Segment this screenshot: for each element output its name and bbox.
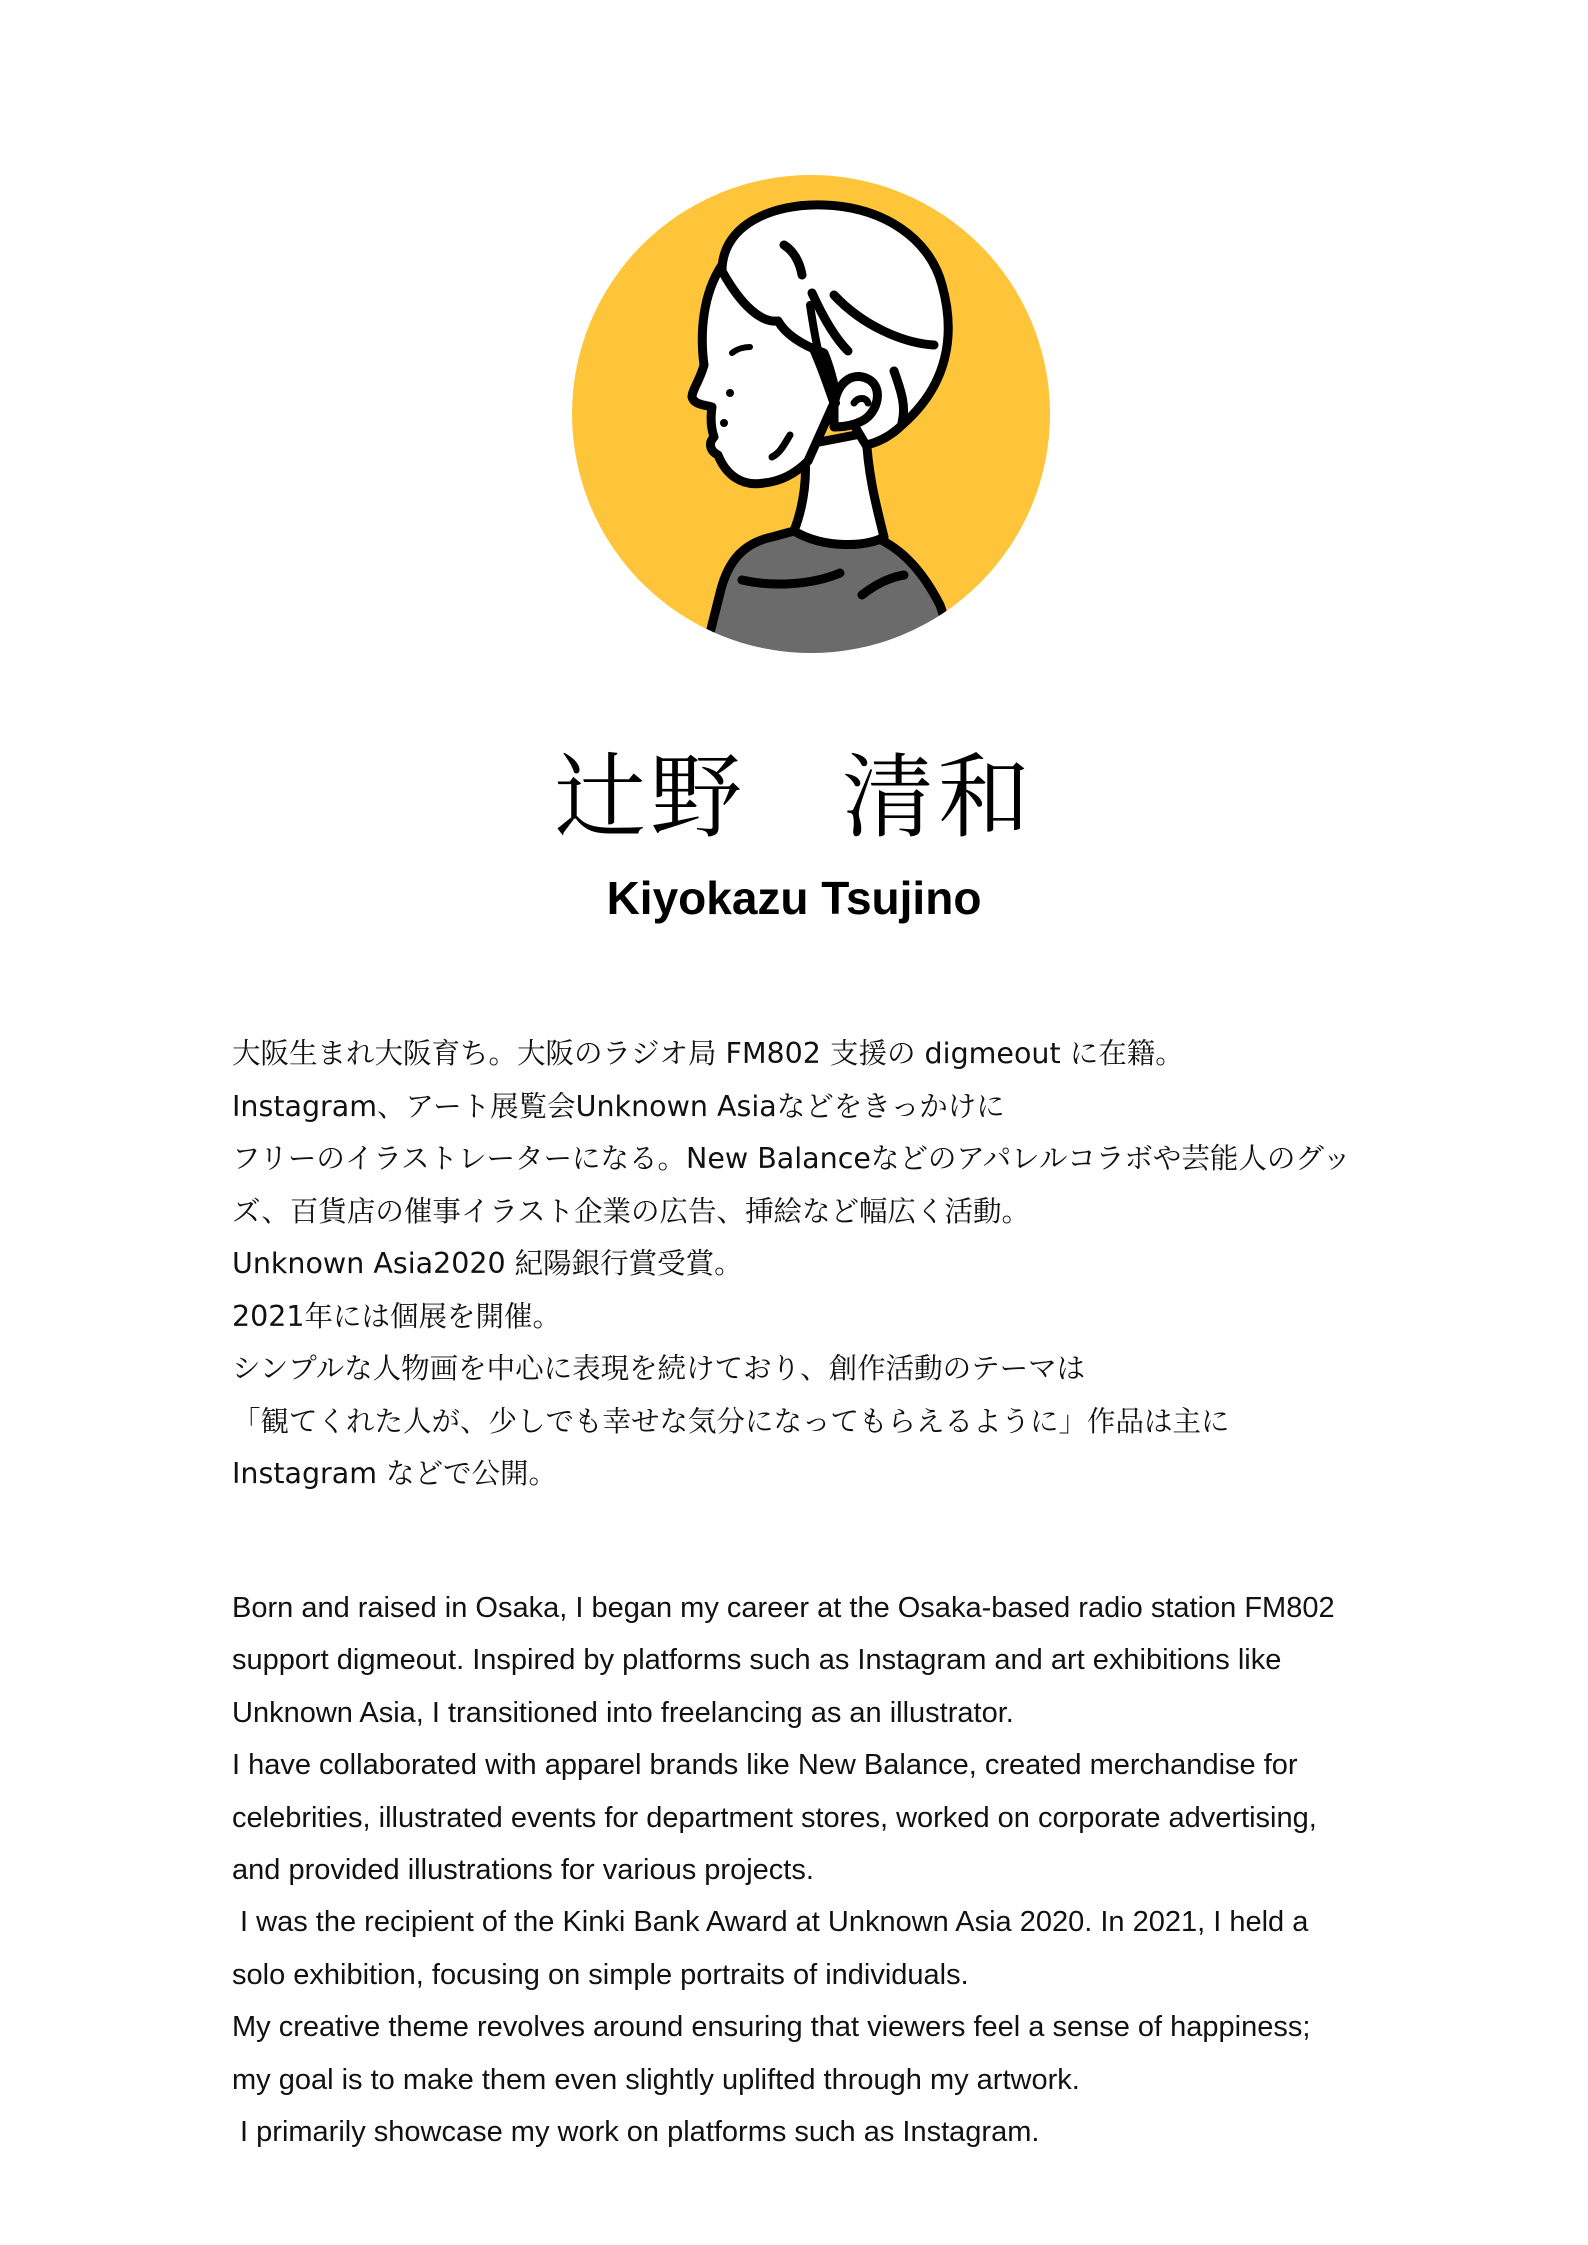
- bio-jp-line: Instagram、アート展覧会Unknown Asiaなどをきっかけに: [232, 1089, 1005, 1123]
- bio-jp-line: シンプルな人物画を中心に表現を続けており、創作活動のテーマは: [232, 1352, 1086, 1385]
- bio-en-line: solo exhibition, focusing on simple portraits of individuals.: [232, 1958, 969, 1991]
- bio-en-line: I was the recipient of the Kinki Bank Award at Unknown Asia 2020. In 2021, I held a: [232, 1906, 1309, 1939]
- bio-en-line: my goal is to make them even slightly uplifted through my artwork.: [232, 2063, 1080, 2096]
- bio-jp-line: Unknown Asia2020 紀陽銀行賞受賞。: [232, 1247, 743, 1280]
- bio-en-line: Unknown Asia, I transitioned into freelancing as an illustrator.: [232, 1696, 1014, 1729]
- bio-jp-line: 「観てくれた人が、少しでも幸せな気分になってもらえるように」作品は主に: [232, 1404, 1230, 1438]
- bio-en-line: support digmeout. Inspired by platforms such as Instagram and art exhibitions like: [232, 1644, 1282, 1677]
- bio-en-line: I have collaborated with apparel brands like New Balance, created merchandise for: [232, 1749, 1298, 1782]
- bio-en-line: and provided illustrations for various projects.: [232, 1853, 814, 1886]
- bio-en-line: Born and raised in Osaka, I began my career at the Osaka-based radio station FM802: [232, 1592, 1335, 1624]
- bio-japanese: [232, 1028, 1422, 1501]
- bio-en-line: I primarily showcase my work on platforms such as Instagram.: [232, 2115, 1040, 2148]
- bio-en-line: celebrities, illustrated events for department stores, worked on corporate advertising,: [232, 1801, 1317, 1834]
- bio-jp-line: Instagram などで公開。: [232, 1457, 558, 1490]
- bio-en-line: My creative theme revolves around ensuring that viewers feel a sense of happiness;: [232, 2011, 1311, 2044]
- bio-jp-line: ズ、百貨店の催事イラスト企業の広告、挿絵など幅広く活動。: [232, 1194, 1031, 1228]
- avatar: [572, 175, 1050, 653]
- bio-jp-line: 2021年には個展を開催。: [232, 1299, 562, 1333]
- bio-jp-line: 大阪生まれ大阪育ち。大阪のラジオ局 FM802 支援の digmeout に在籍。: [232, 1037, 1184, 1070]
- name-english: Kiyokazu Tsujino: [606, 872, 982, 924]
- person-profile-icon: [572, 175, 1050, 653]
- name-japanese: 辻野 清和: [553, 744, 1034, 851]
- bio-jp-line: フリーのイラストレーターになる。New Balanceなどのアパレルコラボや芸能人のグッ: [232, 1142, 1351, 1175]
- bio-english: [232, 1582, 1422, 2158]
